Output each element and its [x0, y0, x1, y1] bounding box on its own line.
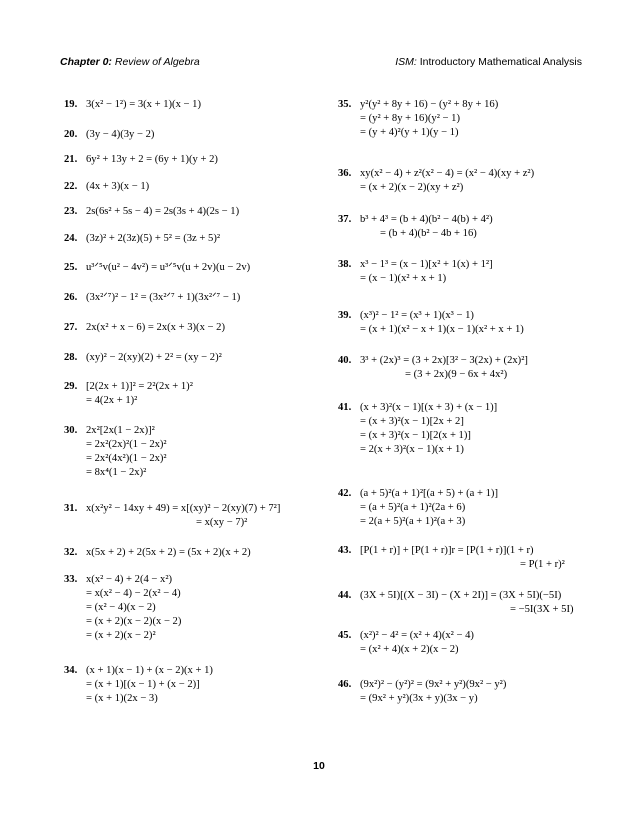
problem-expression: 44. (3X + 5I)[(X − 3I) − (X + 2I)] = (3X + 5I)(−5I): [338, 590, 562, 601]
problem-expression: 40. 3³ + (2x)³ = (3 + 2x)[3² − 3(2x) + (2x)²]: [338, 355, 528, 366]
problem-step: = (x + 1)(x² − x + 1)(x − 1)(x² + x + 1): [360, 324, 524, 335]
problem-step: = 4(2x + 1)²: [86, 395, 138, 406]
problem-step: = x(xy − 7)²: [196, 517, 248, 528]
problem-step: = (y² + 8y + 16)(y² − 1): [360, 113, 460, 124]
problem-step: = 2(x + 3)²(x − 1)(x + 1): [360, 444, 464, 455]
problem-number: 42.: [338, 488, 352, 499]
problem-expression: 21. 6y² + 13y + 2 = (6y + 1)(y + 2): [64, 154, 218, 165]
problem-number: 39.: [338, 310, 352, 321]
problem-expression: 30. 2x²[2x(1 − 2x)]²: [64, 425, 155, 436]
problem-23: [64, 205, 239, 219]
problem-24: [64, 232, 220, 246]
problem-step: = −5I(3X + 5I): [510, 604, 574, 615]
problem-expression: 33. x(x² − 4) + 2(4 − x²): [64, 574, 173, 585]
problem-number: 27.: [64, 322, 78, 333]
problem-number: 40.: [338, 355, 352, 366]
problem-step: = (y + 4)²(y + 1)(y − 1): [360, 127, 459, 138]
problem-step: = x(x² − 4) − 2(x² − 4): [86, 588, 181, 599]
problem-step: = (x + 2)(x − 2)²: [86, 630, 156, 641]
problem-number: 22.: [64, 181, 78, 192]
problem-expression: 41. (x + 3)²(x − 1)[(x + 3) + (x − 1)]: [338, 402, 498, 413]
problem-step: = (3 + 2x)(9 − 6x + 4x²): [405, 369, 508, 380]
problem-20: [64, 128, 154, 142]
problem-number: 37.: [338, 214, 352, 225]
problem-37: [338, 213, 493, 241]
problem-step: = (x + 1)(2x − 3): [86, 693, 158, 704]
problem-expression: 28. (xy)² − 2(xy)(2) + 2² = (xy − 2)²: [64, 352, 222, 363]
problem-expression: 45. (x²)² − 4² = (x² + 4)(x² − 4): [338, 630, 474, 641]
problem-19: [64, 98, 201, 112]
problem-number: 24.: [64, 233, 78, 244]
problem-expression: 35. y²(y² + 8y + 16) − (y² + 8y + 16): [338, 99, 499, 110]
problem-33: [64, 573, 181, 643]
problem-expression: 46. (9x²)² − (y²)² = (9x² + y²)(9x² − y²): [338, 679, 507, 690]
problem-39: [338, 309, 524, 337]
problem-step: = (x + 2)(x − 2)(x − 2): [86, 616, 182, 627]
problem-number: 36.: [338, 168, 352, 179]
problem-number: 23.: [64, 206, 78, 217]
problem-22: [64, 180, 149, 194]
problem-expression: 27. 2x(x² + x − 6) = 2x(x + 3)(x − 2): [64, 322, 225, 333]
problem-step: = 8x⁴(1 − 2x)²: [86, 467, 147, 478]
problem-29: [64, 380, 193, 408]
problem-number: 29.: [64, 381, 78, 392]
problem-number: 41.: [338, 402, 352, 413]
problem-expression: 29. [2(2x + 1)]² = 2²(2x + 1)²: [64, 381, 193, 392]
problem-36: [338, 167, 534, 195]
problem-31: [64, 502, 280, 530]
problem-25: [64, 261, 250, 275]
problem-41: [338, 401, 497, 457]
problem-35: [338, 98, 498, 140]
problem-expression: 25. u³ᐟ⁵v(u² − 4v²) = u³ᐟ⁵v(u + 2v)(u − 2v): [64, 262, 251, 273]
problem-26: [64, 291, 240, 305]
problem-step: = (x + 2)(x − 2)(xy + z²): [360, 182, 464, 193]
problem-step: = 2(a + 5)²(a + 1)²(a + 3): [360, 516, 466, 527]
problem-number: 26.: [64, 292, 78, 303]
problem-step: = 2x²(4x²)(1 − 2x)²: [86, 453, 167, 464]
problem-30: [64, 424, 167, 480]
problem-step: = (a + 5)²(a + 1)²(2a + 6): [360, 502, 466, 513]
problem-40: [338, 354, 528, 382]
problem-expression: 23. 2s(6s² + 5s − 4) = 2s(3s + 4)(2s − 1): [64, 206, 240, 217]
problem-21: [64, 153, 218, 167]
problem-number: 35.: [338, 99, 352, 110]
problem-step: = (x² − 4)(x − 2): [86, 602, 156, 613]
problem-44: [338, 589, 574, 617]
problem-number: 38.: [338, 259, 352, 270]
problem-step: = (x² + 4)(x + 2)(x − 2): [360, 644, 459, 655]
problem-28: [64, 351, 222, 365]
problem-number: 45.: [338, 630, 352, 641]
book-title: ISM: Introductory Mathematical Analysis: [395, 56, 582, 68]
problem-step: = (x + 3)²(x − 1)[2(x + 1)]: [360, 430, 471, 441]
chapter-title: Chapter 0: Review of Algebra: [60, 56, 200, 68]
problem-32: [64, 546, 251, 560]
problem-expression: 19. 3(x² − 1²) = 3(x + 1)(x − 1): [64, 99, 201, 110]
problem-number: 46.: [338, 679, 352, 690]
problem-step: = (x + 1)[(x − 1) + (x − 2)]: [86, 679, 200, 690]
problem-expression: 24. (3z)² + 2(3z)(5) + 5² = (3z + 5)²: [64, 233, 221, 244]
problem-step: = P(1 + r)²: [520, 559, 565, 570]
problem-step: = (9x² + y²)(3x + y)(3x − y): [360, 693, 478, 704]
problem-expression: 32. x(5x + 2) + 2(5x + 2) = (5x + 2)(x + 2): [64, 547, 251, 558]
problem-34: [64, 664, 213, 706]
problem-step: = 2x²(2x)²(1 − 2x)²: [86, 439, 167, 450]
problem-expression: 37. b³ + 4³ = (b + 4)(b² − 4(b) + 4²): [338, 214, 493, 225]
problem-expression: 20. (3y − 4)(3y − 2): [64, 129, 155, 140]
problem-27: [64, 321, 225, 335]
problem-42: [338, 487, 498, 529]
problem-number: 33.: [64, 574, 78, 585]
problem-number: 31.: [64, 503, 78, 514]
problem-expression: 22. (4x + 3)(x − 1): [64, 181, 150, 192]
problem-number: 44.: [338, 590, 352, 601]
problem-43: [338, 544, 565, 572]
problem-step: = (x + 3)²(x − 1)[2x + 2]: [360, 416, 464, 427]
problem-expression: 38. x³ − 1³ = (x − 1)[x² + 1(x) + 1²]: [338, 259, 493, 270]
problem-38: [338, 258, 493, 286]
problem-number: 28.: [64, 352, 78, 363]
problem-expression: 31. x(x²y² − 14xy + 49) = x[(xy)² − 2(xy)(7) + 7²]: [64, 503, 281, 514]
page-header: [60, 56, 582, 72]
problem-number: 25.: [64, 262, 78, 273]
page-number: 10: [313, 760, 325, 772]
problem-step: = (b + 4)(b² − 4b + 16): [380, 228, 477, 239]
problem-expression: 34. (x + 1)(x − 1) + (x − 2)(x + 1): [64, 665, 213, 676]
problem-number: 30.: [64, 425, 78, 436]
problem-expression: 36. xy(x² − 4) + z²(x² − 4) = (x² − 4)(xy + z²): [338, 168, 535, 179]
problem-expression: 43. [P(1 + r)] + [P(1 + r)]r = [P(1 + r)](1 + r): [338, 545, 534, 556]
problem-step: = (x − 1)(x² + x + 1): [360, 273, 447, 284]
problem-number: 20.: [64, 129, 78, 140]
problem-46: [338, 678, 506, 706]
problem-number: 32.: [64, 547, 78, 558]
problem-expression: 39. (x³)² − 1² = (x³ + 1)(x³ − 1): [338, 310, 474, 321]
problem-number: 43.: [338, 545, 352, 556]
problem-45: [338, 629, 474, 657]
problem-number: 21.: [64, 154, 78, 165]
problem-number: 19.: [64, 99, 78, 110]
problem-expression: 42. (a + 5)²(a + 1)²[(a + 5) + (a + 1)]: [338, 488, 498, 499]
problem-number: 34.: [64, 665, 78, 676]
problem-expression: 26. (3x²ᐟ⁷)² − 1² = (3x²ᐟ⁷ + 1)(3x²ᐟ⁷ − 1): [64, 292, 241, 303]
